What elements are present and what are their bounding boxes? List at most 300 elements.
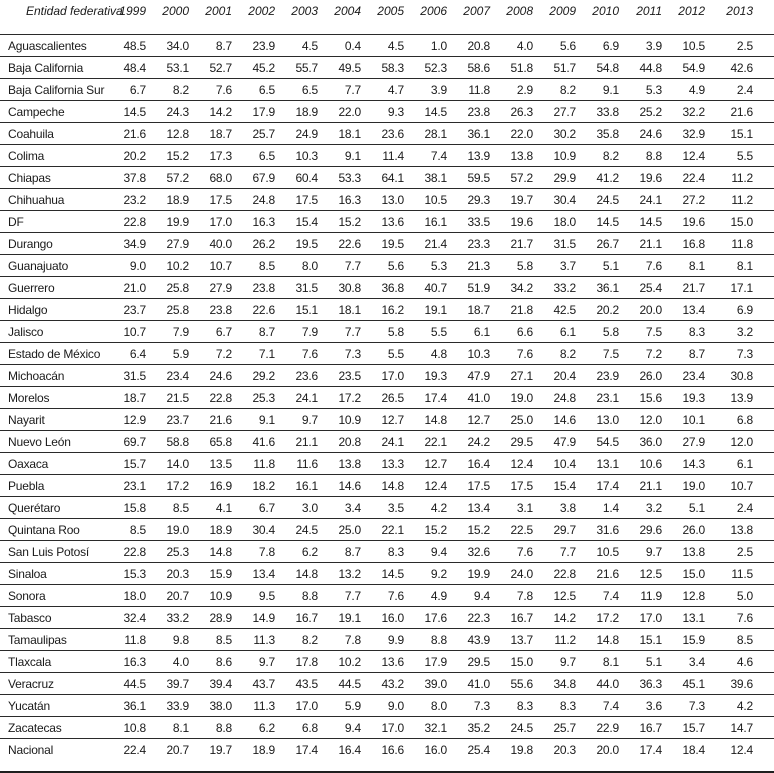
value-cell: 19.8	[510, 742, 533, 757]
value-cell: 17.4	[407, 387, 450, 409]
value-cell: 29.5	[493, 431, 536, 453]
year-header-cell: 2013	[708, 0, 774, 35]
table-row	[0, 211, 774, 233]
value-cell: 14.8	[192, 541, 235, 563]
value-cell: 19.1	[321, 607, 364, 629]
value-cell: 16.0	[364, 607, 407, 629]
value-cell: 6.2	[278, 541, 321, 563]
value-cell: 34.9	[106, 233, 149, 255]
value-cell: 9.7	[235, 651, 278, 673]
value-cell: 1.0	[407, 35, 450, 57]
value-cell: 33.8	[579, 101, 622, 123]
table-row	[0, 673, 774, 695]
value-cell: 5.8	[579, 321, 622, 343]
value-cell: 41.2	[579, 167, 622, 189]
value-cell: 8.6	[192, 651, 235, 673]
value-cell: 17.9	[407, 651, 450, 673]
value-cell: 19.9	[149, 211, 192, 233]
value-cell: 8.8	[407, 629, 450, 651]
value-cell: 6.6	[493, 321, 536, 343]
value-cell: 44.8	[622, 57, 665, 79]
value-cell: 27.9	[149, 233, 192, 255]
value-cell: 11.8	[450, 79, 493, 101]
value-cell: 7.1	[235, 343, 278, 365]
value-cell: 13.8	[665, 541, 708, 563]
value-cell: 13.1	[665, 607, 708, 629]
value-cell: 9.2	[407, 563, 450, 585]
value-cell: 5.3	[407, 255, 450, 277]
value-cell: 44.5	[321, 673, 364, 695]
value-cell: 9.4	[321, 717, 364, 739]
value-cell: 16.4	[450, 453, 493, 475]
value-cell: 7.7	[321, 321, 364, 343]
table-row	[0, 101, 774, 123]
value-cell: 15.1	[708, 123, 774, 145]
value-cell: 41.0	[450, 387, 493, 409]
value-cell: 20.7	[166, 742, 189, 757]
value-cell: 22.6	[321, 233, 364, 255]
value-cell: 8.1	[665, 255, 708, 277]
value-cell: 23.4	[665, 365, 708, 387]
value-cell: 22.6	[235, 299, 278, 321]
entity-name-cell: Baja California Sur	[0, 79, 106, 101]
value-cell: 29.3	[450, 189, 493, 211]
value-cell: 19.0	[493, 387, 536, 409]
value-cell: 3.7	[536, 255, 579, 277]
value-cell: 6.5	[235, 145, 278, 167]
value-cell: 51.8	[493, 57, 536, 79]
table-row	[0, 717, 774, 739]
value-cell: 29.9	[536, 167, 579, 189]
value-cell: 3.8	[536, 497, 579, 519]
value-cell: 8.2	[278, 629, 321, 651]
value-cell: 6.1	[450, 321, 493, 343]
table-row	[0, 475, 774, 497]
value-cell: 21.3	[450, 255, 493, 277]
value-cell: 6.9	[579, 35, 622, 57]
value-cell: 11.8	[235, 453, 278, 475]
value-cell: 19.0	[665, 475, 708, 497]
value-cell: 16.2	[364, 299, 407, 321]
value-cell: 8.8	[192, 717, 235, 739]
value-cell: 34.8	[536, 673, 579, 695]
value-cell: 32.9	[665, 123, 708, 145]
value-cell: 14.9	[235, 607, 278, 629]
value-cell: 13.8	[321, 453, 364, 475]
value-cell: 9.1	[321, 145, 364, 167]
value-cell: 33.5	[450, 211, 493, 233]
value-cell: 24.5	[579, 189, 622, 211]
value-cell: 31.5	[278, 277, 321, 299]
value-cell: 5.3	[622, 79, 665, 101]
value-cell: 6.1	[536, 321, 579, 343]
value-cell: 7.6	[493, 343, 536, 365]
value-cell: 15.0	[493, 651, 536, 673]
value-cell: 7.5	[579, 343, 622, 365]
value-cell: 44.0	[579, 673, 622, 695]
value-cell: 7.2	[192, 343, 235, 365]
value-cell: 13.9	[450, 145, 493, 167]
value-cell: 21.1	[622, 233, 665, 255]
value-cell: 16.1	[407, 211, 450, 233]
value-cell: 23.7	[149, 409, 192, 431]
table-row	[0, 277, 774, 299]
value-cell: 20.0	[622, 299, 665, 321]
value-cell: 12.5	[536, 585, 579, 607]
value-cell: 14.5	[622, 211, 665, 233]
value-cell: 7.4	[407, 145, 450, 167]
value-cell: 3.2	[622, 497, 665, 519]
value-cell: 42.6	[708, 57, 774, 79]
value-cell: 52.3	[407, 57, 450, 79]
value-cell: 14.8	[407, 409, 450, 431]
value-cell: 14.6	[536, 409, 579, 431]
value-cell: 15.4	[278, 211, 321, 233]
table-row	[0, 607, 774, 629]
year-header-cell: 2007	[450, 0, 493, 35]
value-cell: 21.5	[149, 387, 192, 409]
table-row	[0, 387, 774, 409]
value-cell: 9.3	[364, 101, 407, 123]
value-cell: 7.6	[493, 541, 536, 563]
value-cell: 54.9	[665, 57, 708, 79]
entity-name-cell: Michoacán	[0, 365, 106, 387]
value-cell: 18.2	[235, 475, 278, 497]
value-cell: 2.5	[708, 541, 774, 563]
value-cell: 12.0	[708, 431, 774, 453]
value-cell: 35.8	[579, 123, 622, 145]
value-cell: 8.1	[579, 651, 622, 673]
value-cell: 3.0	[278, 497, 321, 519]
value-cell: 14.3	[665, 453, 708, 475]
value-cell: 13.8	[493, 145, 536, 167]
value-cell: 4.2	[708, 695, 774, 717]
value-cell: 15.7	[665, 717, 708, 739]
value-cell: 15.9	[192, 563, 235, 585]
entity-name-cell: Hidalgo	[0, 299, 106, 321]
value-cell: 53.3	[321, 167, 364, 189]
value-cell: 6.7	[235, 497, 278, 519]
value-cell: 24.8	[536, 387, 579, 409]
value-cell: 7.6	[622, 255, 665, 277]
value-cell: 44.5	[106, 673, 149, 695]
entity-name-cell: Guanajuato	[0, 255, 106, 277]
value-cell: 6.7	[106, 79, 149, 101]
value-cell: 0.4	[321, 35, 364, 57]
entity-name-cell: Sonora	[0, 585, 106, 607]
value-cell: 27.2	[665, 189, 708, 211]
value-cell: 5.0	[708, 585, 774, 607]
year-header-cell: 2011	[622, 0, 665, 35]
value-cell: 36.1	[450, 123, 493, 145]
table-row	[0, 167, 774, 189]
value-cell: 6.4	[106, 343, 149, 365]
value-cell: 40.0	[192, 233, 235, 255]
value-cell: 15.6	[622, 387, 665, 409]
value-cell: 5.9	[149, 343, 192, 365]
value-cell: 31.5	[106, 365, 149, 387]
value-cell: 23.3	[450, 233, 493, 255]
value-cell: 22.0	[321, 101, 364, 123]
value-cell: 13.6	[364, 211, 407, 233]
value-cell: 14.8	[364, 475, 407, 497]
value-cell: 18.0	[536, 211, 579, 233]
value-cell: 23.1	[579, 387, 622, 409]
value-cell: 12.7	[450, 409, 493, 431]
value-cell: 32.2	[665, 101, 708, 123]
value-cell: 17.4	[295, 742, 318, 757]
value-cell: 22.5	[493, 519, 536, 541]
value-cell: 8.1	[149, 717, 192, 739]
value-cell: 21.7	[665, 277, 708, 299]
value-cell: 43.9	[450, 629, 493, 651]
value-cell: 30.8	[321, 277, 364, 299]
value-cell: 11.2	[536, 629, 579, 651]
value-cell: 8.5	[708, 629, 774, 651]
value-cell: 12.4	[407, 475, 450, 497]
value-cell: 20.4	[536, 365, 579, 387]
value-cell: 25.4	[467, 742, 490, 757]
value-cell: 18.7	[192, 123, 235, 145]
value-cell: 23.6	[364, 123, 407, 145]
value-cell: 9.7	[278, 409, 321, 431]
value-cell: 19.5	[364, 233, 407, 255]
value-cell: 8.1	[708, 255, 774, 277]
entity-name-cell: Tamaulipas	[0, 629, 106, 651]
value-cell: 24.6	[192, 365, 235, 387]
value-cell: 9.5	[235, 585, 278, 607]
table-row	[0, 189, 774, 211]
value-cell: 37.8	[106, 167, 149, 189]
value-cell: 32.6	[450, 541, 493, 563]
table-row	[0, 409, 774, 431]
value-cell: 38.1	[407, 167, 450, 189]
value-cell: 10.9	[536, 145, 579, 167]
value-cell: 29.7	[536, 519, 579, 541]
value-cell: 6.8	[278, 717, 321, 739]
value-cell: 11.3	[235, 629, 278, 651]
table-row	[0, 629, 774, 651]
value-cell: 6.1	[708, 453, 774, 475]
value-cell: 5.1	[579, 255, 622, 277]
value-cell: 23.7	[106, 299, 149, 321]
value-cell: 28.1	[407, 123, 450, 145]
value-cell: 22.1	[407, 431, 450, 453]
value-cell: 10.9	[321, 409, 364, 431]
value-cell: 3.4	[321, 497, 364, 519]
entity-name-cell: Puebla	[0, 475, 106, 497]
value-cell: 21.6	[708, 101, 774, 123]
value-cell: 15.7	[106, 453, 149, 475]
value-cell: 11.2	[708, 189, 774, 211]
value-cell: 13.3	[364, 453, 407, 475]
year-header-cell: 2009	[536, 0, 579, 35]
value-cell: 12.4	[730, 742, 753, 757]
value-cell: 24.6	[622, 123, 665, 145]
value-cell: 3.2	[708, 321, 774, 343]
value-cell: 16.1	[278, 475, 321, 497]
value-cell: 8.5	[149, 497, 192, 519]
value-cell: 24.1	[364, 431, 407, 453]
value-cell: 19.3	[407, 365, 450, 387]
value-cell: 7.8	[321, 629, 364, 651]
value-cell: 65.8	[192, 431, 235, 453]
value-cell: 4.8	[407, 343, 450, 365]
value-cell: 7.5	[622, 321, 665, 343]
value-cell: 17.2	[579, 607, 622, 629]
value-cell: 8.2	[149, 79, 192, 101]
value-cell: 45.2	[235, 57, 278, 79]
value-cell: 17.0	[192, 211, 235, 233]
value-cell: 53.1	[149, 57, 192, 79]
value-cell: 9.1	[235, 409, 278, 431]
value-cell: 10.7	[106, 321, 149, 343]
value-cell: 19.6	[622, 167, 665, 189]
value-cell: 19.6	[493, 211, 536, 233]
value-cell: 17.2	[321, 387, 364, 409]
entity-name-cell: Nayarit	[0, 409, 106, 431]
value-cell: 41.0	[450, 673, 493, 695]
value-cell: 22.0	[493, 123, 536, 145]
table-row	[0, 365, 774, 387]
value-cell: 12.0	[622, 409, 665, 431]
table-row	[0, 123, 774, 145]
value-cell: 20.0	[596, 742, 619, 757]
entity-name-cell: Chiapas	[0, 167, 106, 189]
value-cell: 4.5	[364, 35, 407, 57]
value-cell: 23.9	[235, 35, 278, 57]
value-cell: 7.7	[321, 79, 364, 101]
value-cell: 21.6	[192, 409, 235, 431]
value-cell: 24.5	[278, 519, 321, 541]
value-cell: 21.1	[278, 431, 321, 453]
table-row	[0, 563, 774, 585]
value-cell: 21.1	[622, 475, 665, 497]
value-cell: 10.9	[192, 585, 235, 607]
value-cell: 8.7	[321, 541, 364, 563]
value-cell: 24.1	[278, 387, 321, 409]
table-row	[0, 431, 774, 453]
value-cell: 40.7	[407, 277, 450, 299]
value-cell: 19.7	[209, 742, 232, 757]
value-cell: 14.5	[364, 563, 407, 585]
value-cell: 10.7	[192, 255, 235, 277]
value-cell: 16.3	[235, 211, 278, 233]
value-cell: 14.8	[278, 563, 321, 585]
value-cell: 28.9	[192, 607, 235, 629]
year-header-cell: 2003	[278, 0, 321, 35]
value-cell: 15.2	[149, 145, 192, 167]
value-cell: 8.3	[364, 541, 407, 563]
value-cell: 59.5	[450, 167, 493, 189]
value-cell: 5.5	[708, 145, 774, 167]
value-cell: 19.1	[407, 299, 450, 321]
entity-name-cell: Durango	[0, 233, 106, 255]
value-cell: 18.7	[106, 387, 149, 409]
value-cell: 32.1	[407, 717, 450, 739]
value-cell: 36.0	[622, 431, 665, 453]
value-cell: 23.2	[106, 189, 149, 211]
value-cell: 17.5	[278, 189, 321, 211]
value-cell: 14.5	[407, 101, 450, 123]
value-cell: 12.5	[622, 563, 665, 585]
value-cell: 34.2	[493, 277, 536, 299]
value-cell: 24.2	[450, 431, 493, 453]
value-cell: 39.4	[192, 673, 235, 695]
value-cell: 7.3	[665, 695, 708, 717]
value-cell: 8.7	[665, 343, 708, 365]
value-cell: 10.5	[579, 541, 622, 563]
entity-name-cell: Guerrero	[0, 277, 106, 299]
value-cell: 58.8	[149, 431, 192, 453]
value-cell: 10.6	[622, 453, 665, 475]
value-cell: 26.0	[665, 519, 708, 541]
value-cell: 19.0	[149, 519, 192, 541]
value-cell: 23.6	[278, 365, 321, 387]
entity-name-cell: Zacatecas	[0, 717, 106, 739]
value-cell: 24.0	[493, 563, 536, 585]
value-cell: 17.0	[622, 607, 665, 629]
entity-name-cell: Coahuila	[0, 123, 106, 145]
value-cell: 38.0	[192, 695, 235, 717]
value-cell: 6.9	[708, 299, 774, 321]
value-cell: 5.8	[493, 255, 536, 277]
year-header-cell: 2005	[364, 0, 407, 35]
value-cell: 25.7	[536, 717, 579, 739]
value-cell: 8.5	[106, 519, 149, 541]
table-row	[0, 233, 774, 255]
value-cell: 10.2	[149, 255, 192, 277]
value-cell: 12.9	[106, 409, 149, 431]
value-cell: 21.6	[579, 563, 622, 585]
value-cell: 3.9	[622, 35, 665, 57]
value-cell: 16.4	[338, 742, 361, 757]
value-cell: 20.7	[149, 585, 192, 607]
value-cell: 14.0	[149, 453, 192, 475]
value-cell: 7.7	[321, 255, 364, 277]
value-cell: 17.4	[579, 475, 622, 497]
value-cell: 23.8	[192, 299, 235, 321]
entity-name-cell: Sinaloa	[0, 563, 106, 585]
value-cell: 57.2	[493, 167, 536, 189]
value-cell: 8.3	[536, 695, 579, 717]
value-cell: 30.2	[536, 123, 579, 145]
value-cell: 30.4	[536, 189, 579, 211]
entity-name-cell: San Luis Potosí	[0, 541, 106, 563]
value-cell: 36.1	[106, 695, 149, 717]
value-cell: 3.4	[665, 651, 708, 673]
value-cell: 20.3	[553, 742, 576, 757]
value-cell: 13.9	[708, 387, 774, 409]
value-cell: 23.4	[149, 365, 192, 387]
value-cell: 42.5	[536, 299, 579, 321]
value-cell: 10.3	[450, 343, 493, 365]
value-cell: 8.7	[235, 321, 278, 343]
value-cell: 13.4	[235, 563, 278, 585]
value-cell: 36.1	[579, 277, 622, 299]
value-cell: 22.8	[106, 211, 149, 233]
value-cell: 16.7	[493, 607, 536, 629]
value-cell: 15.8	[106, 497, 149, 519]
entity-name-cell: Nuevo León	[0, 431, 106, 453]
value-cell: 27.9	[192, 277, 235, 299]
value-cell: 54.5	[579, 431, 622, 453]
value-cell: 13.0	[364, 189, 407, 211]
value-cell: 6.5	[278, 79, 321, 101]
value-cell: 8.2	[536, 343, 579, 365]
value-cell: 49.5	[321, 57, 364, 79]
value-cell: 12.7	[407, 453, 450, 475]
